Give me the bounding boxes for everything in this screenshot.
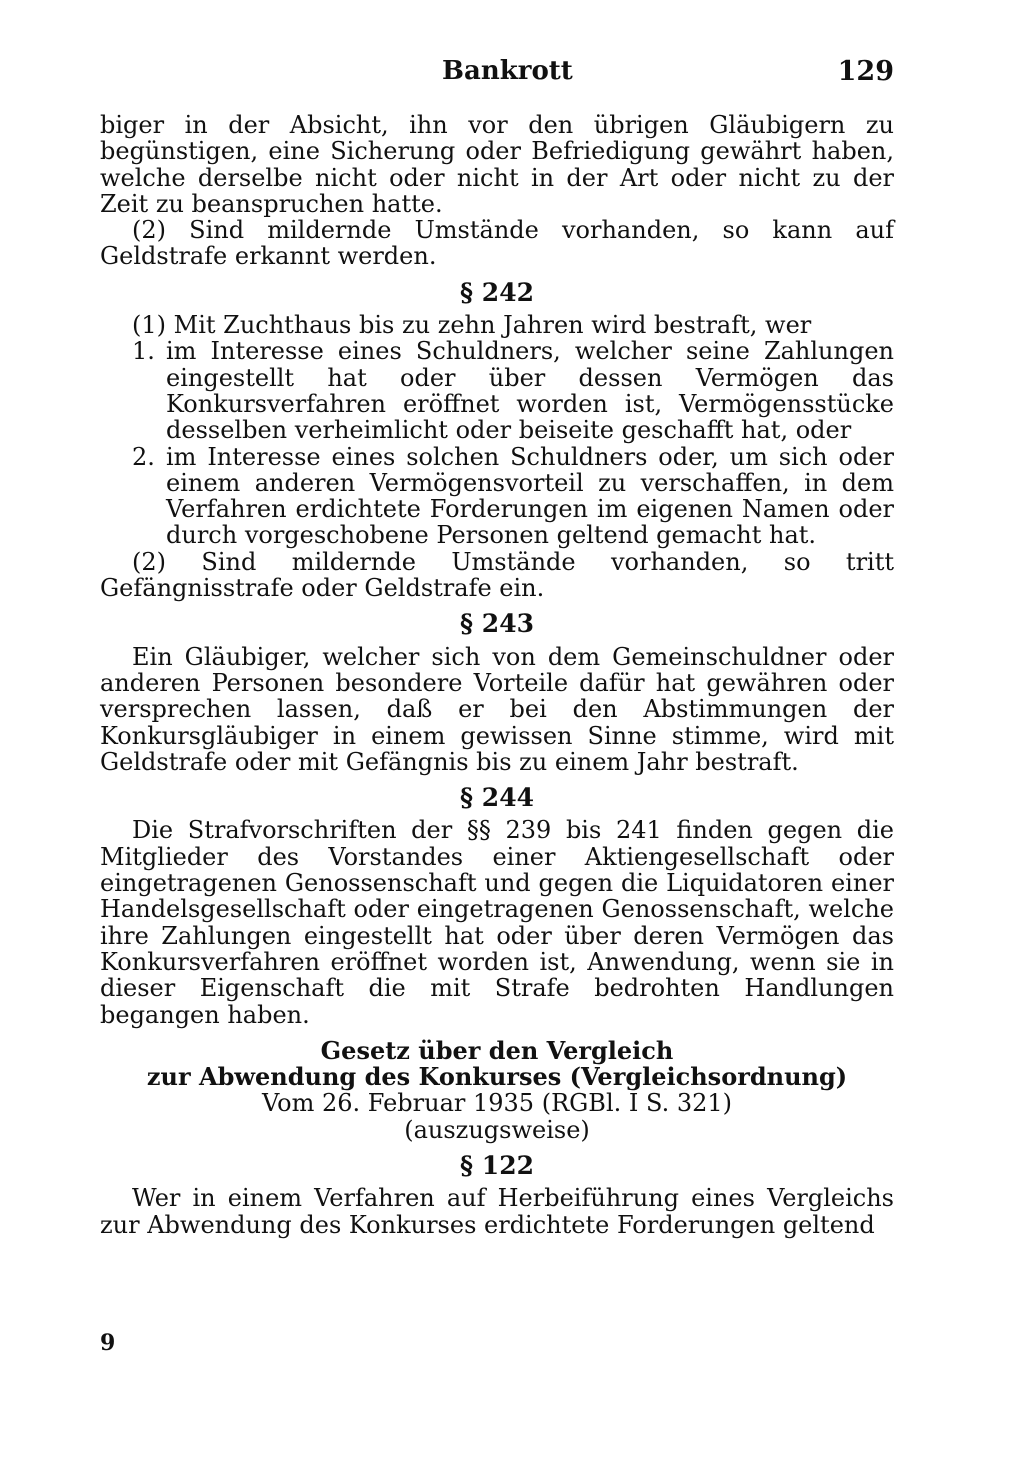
running-title: Bankrott: [442, 56, 573, 86]
section-heading-243: § 243: [460, 609, 534, 639]
list-number: 2.: [132, 442, 155, 471]
running-header: [100, 56, 900, 92]
paragraph: (2) Sind mildernde Umstände vorhanden, so tritt Gefängnisstrafe oder Geldstrafe ein.: [100, 547, 894, 603]
section-heading-122: § 122: [460, 1150, 534, 1180]
list-item-text: im Interesse eines Schuldners, welcher seine Zahlungen eingestellt hat oder über dessen Vermögen das Konkursverfahren eröffnet worden ist, Vermögensstücke desselben verheimlicht oder beiseite geschafft hat, oder: [166, 337, 894, 445]
main-text: [100, 112, 894, 1238]
paragraph: (1) Mit Zuchthaus bis zu zehn Jahren wird bestraft, wer: [132, 311, 812, 340]
section-heading-242: § 242: [460, 277, 534, 307]
list-item: [100, 338, 894, 443]
paragraph: Ein Gläubiger, welcher sich von dem Gemeinschuldner oder anderen Personen besondere Vorteile dafür hat gewähren oder versprechen lassen, daß er bei den Abstimmungen der Konkursgläubiger in einem gewissen Sinne stimme, wird mit Geldstrafe oder mit Gefängnis bis zu einem Jahr bestraft.: [100, 642, 894, 776]
signature-mark: 9: [100, 1330, 116, 1356]
law-note: (auszugsweise): [404, 1115, 590, 1144]
paragraph: (2) Sind mildernde Umstände vorhanden, so kann auf Geldstrafe erkannt werden.: [100, 216, 894, 271]
page-number: 129: [837, 56, 894, 87]
paragraph: Wer in einem Verfahren auf Herbeiführung eines Vergleichs zur Abwendung des Konkurses erdichtete Forderungen geltend: [100, 1184, 894, 1239]
paragraph-continued: biger in der Absicht, ihn vor den übrigen Gläubigern zu begünstigen, eine Sicherung oder Befriedigung gewährt haben, welche derselbe nicht oder nicht in der Art oder nicht zu der Zeit zu beanspruchen hatte.: [100, 111, 894, 218]
law-title-line-1: Gesetz über den Vergleich: [320, 1035, 674, 1065]
section-heading-244: § 244: [460, 783, 534, 813]
paragraph: Die Strafvorschriften der §§ 239 bis 241 finden gegen die Mitglieder des Vorstandes einer Aktiengesellschaft oder eingetragenen Genossenschaft und gegen die Liquidatoren einer Handelsgesellschaft oder eingetragenen Genossenschaft, welche ihre Zahlungen eingestellt hat oder über deren Vermögen das Konkursverfahren eröffnet worden ist, Anwendung, wenn sie in dieser Eigenschaft die mit Strafe bedrohten Handlungen begangen haben.: [100, 816, 894, 1029]
law-date: Vom 26. Februar 1935 (RGBl. I S. 321): [261, 1089, 732, 1118]
list-number: 1.: [132, 337, 155, 366]
list-item: [100, 444, 894, 549]
law-title-line-2: zur Abwendung des Konkurses (Vergleichsordnung): [146, 1062, 848, 1092]
numbered-list: [100, 338, 894, 548]
list-item-text: im Interesse eines solchen Schuldners oder, um sich oder einem anderen Vermögensvorteil zu verschaffen, in dem Verfahren erdichtete Forderungen im eigenen Namen oder durch vorgeschobene Personen geltend gemacht hat.: [166, 442, 894, 550]
